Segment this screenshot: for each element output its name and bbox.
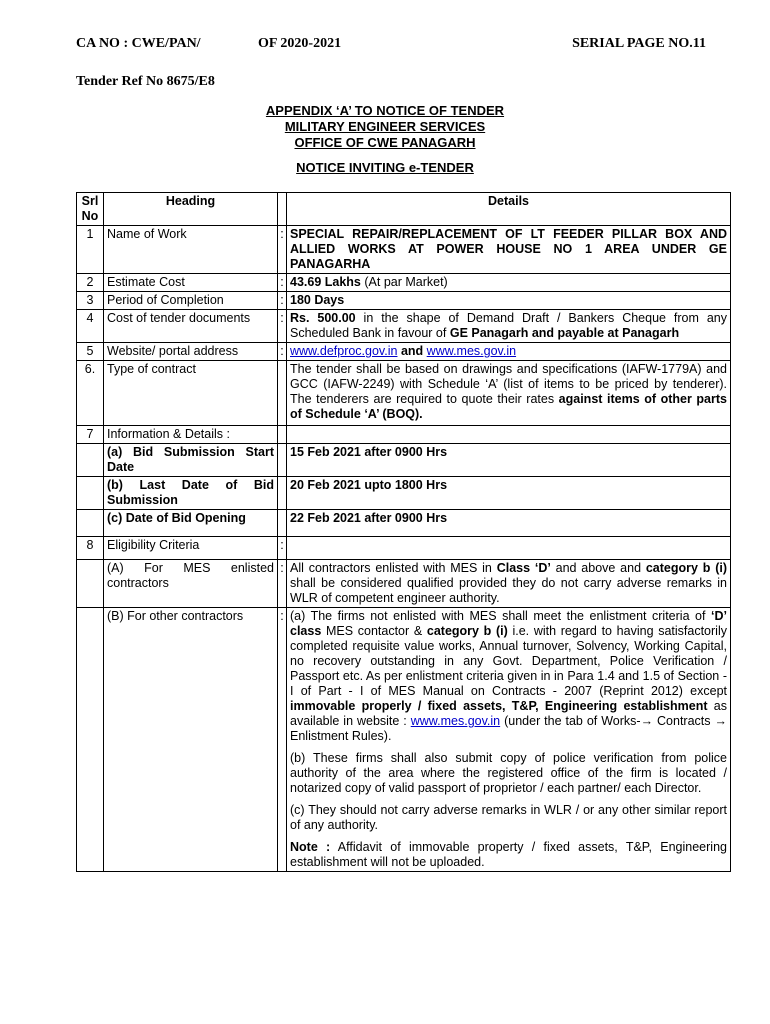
bid-last-date: 20 Feb 2021 upto 1800 Hrs — [287, 477, 731, 510]
col-heading: Heading — [104, 193, 278, 226]
notice-title: NOTICE INVITING e-TENDER — [296, 160, 474, 175]
table-row: 5 Website/ portal address : www.defproc.gov.in and www.mes.gov.in — [77, 343, 731, 361]
table-row: 8 Eligibility Criteria : — [77, 537, 731, 560]
table-row: 3 Period of Completion : 180 Days — [77, 292, 731, 310]
ca-number: CA NO : CWE/PAN/ — [76, 36, 201, 51]
tender-ref: Tender Ref No 8675/E8 — [76, 74, 215, 89]
office-title: OFFICE OF CWE PANAGARH — [294, 135, 476, 150]
mes-title: MILITARY ENGINEER SERVICES — [284, 119, 486, 134]
serial-page: SERIAL PAGE NO.11 — [572, 36, 706, 51]
table-row: (b) Last Date of Bid Submission 20 Feb 2021 upto 1800 Hrs — [77, 477, 731, 510]
contract-year: OF 2020-2021 — [258, 36, 342, 51]
estimate-amount: 43.69 Lakhs — [290, 275, 361, 289]
mes-link[interactable]: www.mes.gov.in — [426, 344, 517, 358]
tender-details-table — [76, 192, 731, 872]
completion-period: 180 Days — [287, 292, 731, 310]
table-row: 4 Cost of tender documents : Rs. 500.00 in the shape of Demand Draft / Bankers Cheque from any Scheduled Bank in favour of GE Panagarh and payable at Panagarh — [77, 310, 731, 343]
table-header-row — [77, 193, 731, 226]
table-row: 6. Type of contract The tender shall be based on drawings and specifications (IAFW-1779A) and GCC (IAFW-2249) with Schedule ‘A’ (list of items to be priced by tenderer). The tenderers are required to quote their rates against items of other parts of Schedule ‘A’ (BOQ). — [77, 361, 731, 426]
bid-start-date: 15 Feb 2021 after 0900 Hrs — [287, 444, 731, 477]
table-row: (a) Bid Submission Start Date 15 Feb 2021 after 0900 Hrs — [77, 444, 731, 477]
table-row: (c) Date of Bid Opening 22 Feb 2021 after 0900 Hrs — [77, 510, 731, 537]
table-row: (A) For MES enlisted contractors : All contractors enlisted with MES in Class ‘D’ and above and category b (i) shall be considered qualified provided they do not carry adverse remarks in WLR of competent engineer authority. — [77, 560, 731, 608]
name-of-work: SPECIAL REPAIR/REPLACEMENT OF LT FEEDER PILLAR BOX AND ALLIED WORKS AT POWER HOUSE NO 1 AREA UNDER GE PANAGARHA — [287, 226, 731, 274]
mes-enlistment-link[interactable]: www.mes.gov.in — [410, 714, 501, 728]
col-srl: Srl No — [77, 193, 104, 226]
table-row: (B) For other contractors : (a) The firms not enlisted with MES shall meet the enlistment criteria of ‘D’ class MES contactor & category b (i) i.e. with regard to having satisfactorily completed requisite value works, Annual turnover, Solvency, Working Capital, no recovery outstanding in any Govt. Department, Police Verification / Passport etc. As per enlistment criteria given in in Para 1.4 and 1.5 of Section - I of Part - I of MES Manual on Contracts - 2007 (Reprint 2012) except immovable properly / fixed assets, T&P, Engineering establishment as available in website : www.mes.gov.in (under the tab of Works-→ Contracts → Enlistment Rules). (b) These firms shall also submit copy of police verification from police authority of the area where the registered office of the firm is located / notarized copy of valid passport of proprietor / each partner/ each Director. (c) They should not carry adverse remarks in WLR / or any other similar report of any authority. Note : Affidavit of immovable property / fixed assets, T&P, Engineering establishment will not be uploaded. — [77, 608, 731, 872]
table-row: 1 Name of Work : SPECIAL REPAIR/REPLACEMENT OF LT FEEDER PILLAR BOX AND ALLIED WORKS AT POWER HOUSE NO 1 AREA UNDER GE PANAGARHA — [77, 226, 731, 274]
appendix-title: APPENDIX ‘A’ TO NOTICE OF TENDER — [265, 103, 505, 118]
bid-opening-date: 22 Feb 2021 after 0900 Hrs — [287, 510, 731, 537]
defproc-link[interactable]: www.defproc.gov.in — [290, 344, 398, 358]
table-row: 2 Estimate Cost : 43.69 Lakhs (At par Market) — [77, 274, 731, 292]
table-row: 7 Information & Details : — [77, 426, 731, 444]
col-details: Details — [287, 193, 731, 226]
